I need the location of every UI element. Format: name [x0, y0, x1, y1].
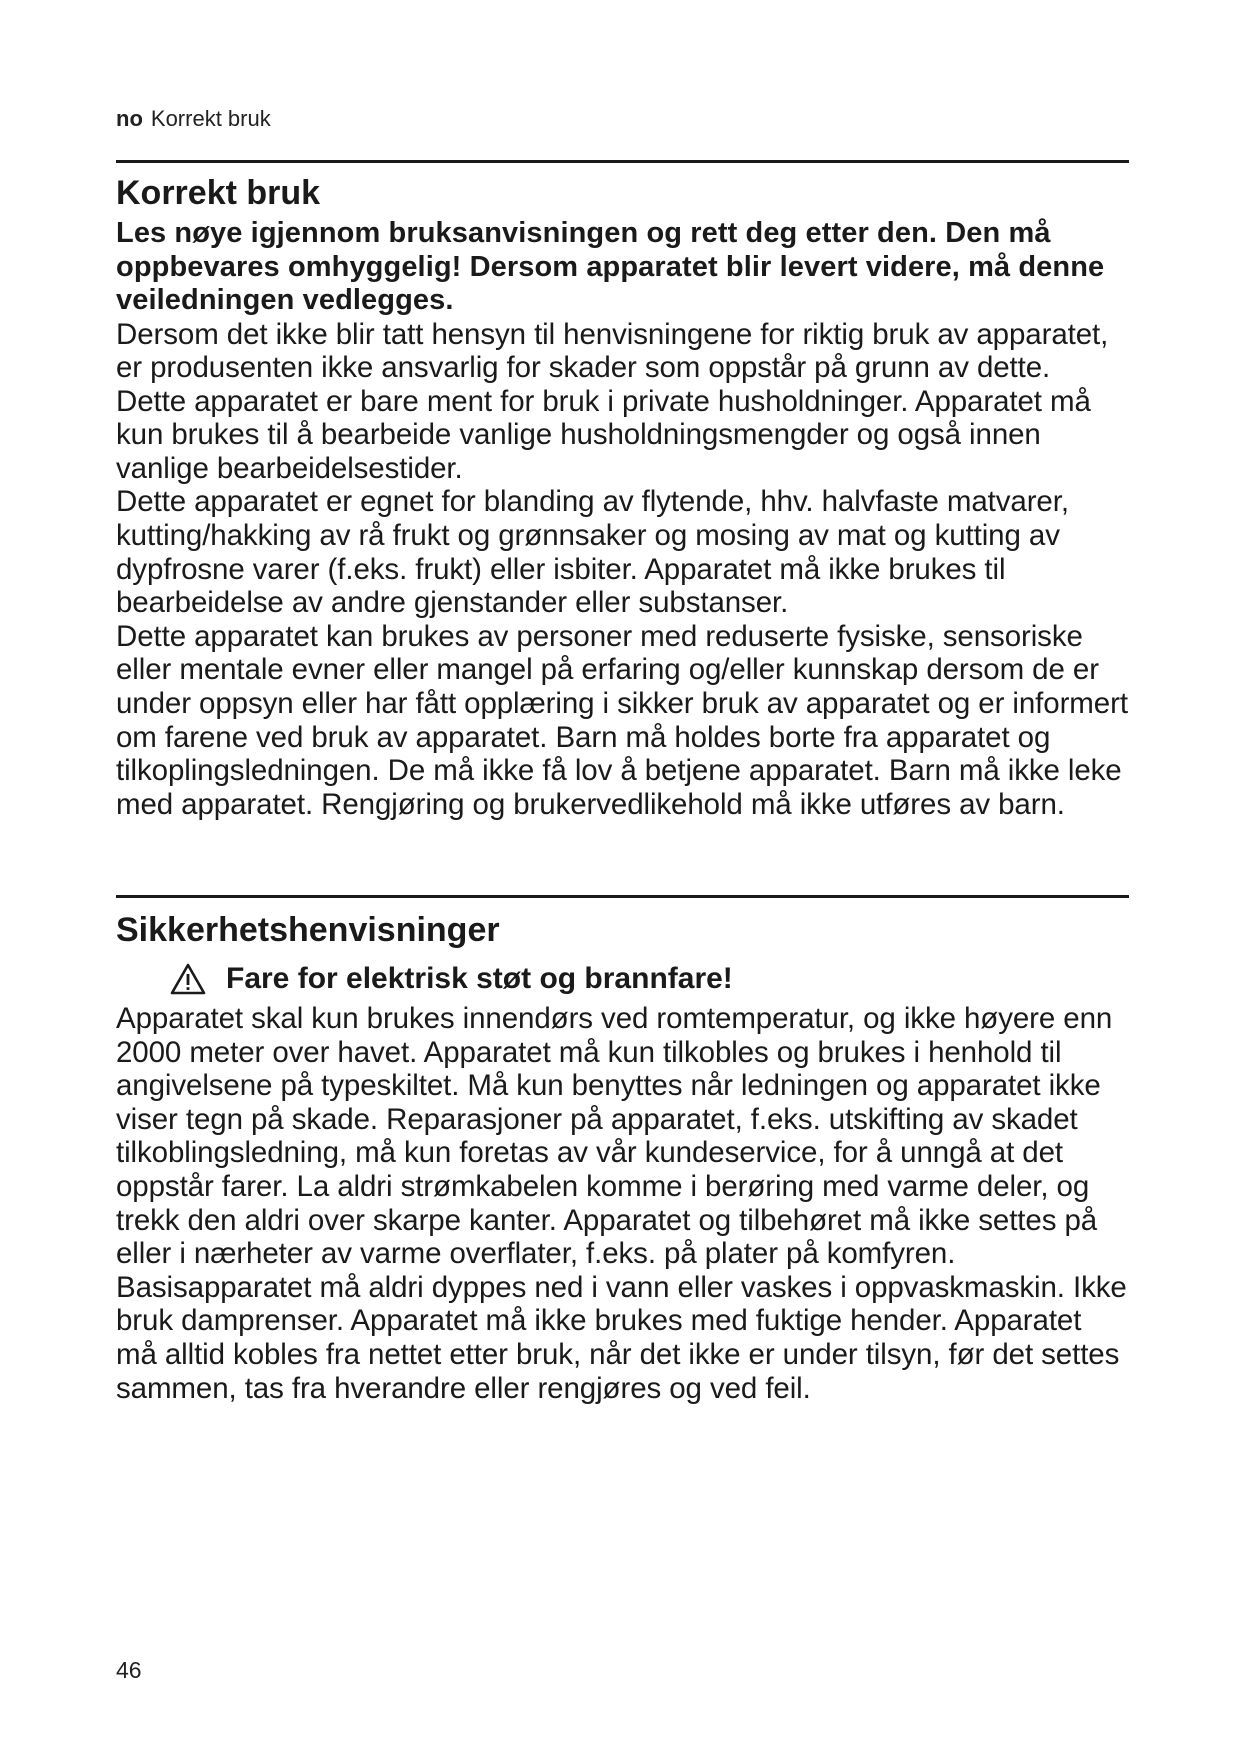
language-code: no [116, 106, 143, 131]
page-number: 46 [116, 1657, 142, 1683]
warning-text: Fare for elektrisk støt og brannfare! [226, 962, 733, 995]
lead-paragraph: Les nøye igjennom bruksanvisningen og rett deg etter den. Den må oppbevares omhyggelig! Dersom apparatet blir levert videre, må denne veiledningen vedlegges. [116, 217, 1105, 316]
paragraph-household-use: Dette apparatet er bare ment for bruk i private husholdninger. Apparatet må kun brukes til å bearbeide vanlige husholdningsmengder og også innen vanlige bearbeidelsestider. [116, 384, 1091, 485]
running-header [116, 106, 271, 132]
section-divider [116, 160, 1129, 163]
section-title: Korrekt bruk [116, 174, 321, 212]
paragraph-persons-children: Dette apparatet kan brukes av personer med reduserte fysiske, sensoriske eller mentale evner eller mangel på erfaring og/eller kunnskap dersom de er under oppsyn eller har fått opplæring i sikker bruk av apparatet og er informert om farene ved bruk av apparatet. Barn må holdes borte fra apparatet og tilkoplingsledningen. De må ikke få lov å betjene apparatet. Barn må ikke leke med apparatet. Rengjøring og brukervedlikehold må ikke utføres av barn. [116, 619, 1128, 821]
warning-triangle-icon [170, 963, 206, 995]
running-header-title: Korrekt bruk [150, 106, 271, 131]
section-divider [116, 895, 1129, 898]
paragraph-liability: Dersom det ikke blir tatt hensyn til henvisningene for riktig bruk av apparatet, er produsenten ikke ansvarlig for skader som oppstår på grunn av dette. [116, 317, 1109, 385]
paragraph-intended-use: Dette apparatet er egnet for blanding av flytende, hhv. halvfaste matvarer, kutting/hakking av rå frukt og grønnsaker og mosing av mat og kutting av dypfrosne varer (f.eks. frukt) eller isbiter. Apparatet må ikke brukes til bearbeidelse av andre gjenstander eller substanser. [116, 485, 1069, 620]
warning-heading [170, 956, 1129, 1002]
section-correct-use [116, 160, 1129, 821]
paragraph-safety: Apparatet skal kun brukes innendørs ved romtemperatur, og ikke høyere enn 2000 meter over havet. Apparatet må kun tilkobles og brukes i henhold til angivelsene på typeskiltet. Må kun benyttes når ledningen og apparatet ikke viser tegn på skade. Reparasjoner på apparatet, f.eks. utskifting av skadet tilkoblingsledning, må kun foretas av vår kundeservice, for å unngå at det oppstår farer. La aldri strømkabelen komme i berøring med varme deler, og trekk den aldri over skarpe kanter. Apparatet og tilbehøret må ikke settes på eller i nærheter av varme overflater, f.eks. på plater på komfyren. Basisapparatet må aldri dyppes ned i vann eller vaskes i oppvaskmaskin. Ikke bruk damprenser. Apparatet må ikke brukes med fuktige hender. Apparatet må alltid kobles fra nettet etter bruk, når det ikke er under tilsyn, før det settes sammen, tas fra hverandre eller rengjøres og ved feil. [116, 1002, 1127, 1405]
section-safety [116, 895, 1129, 1405]
section-title: Sikkerhetshenvisninger [116, 911, 500, 949]
